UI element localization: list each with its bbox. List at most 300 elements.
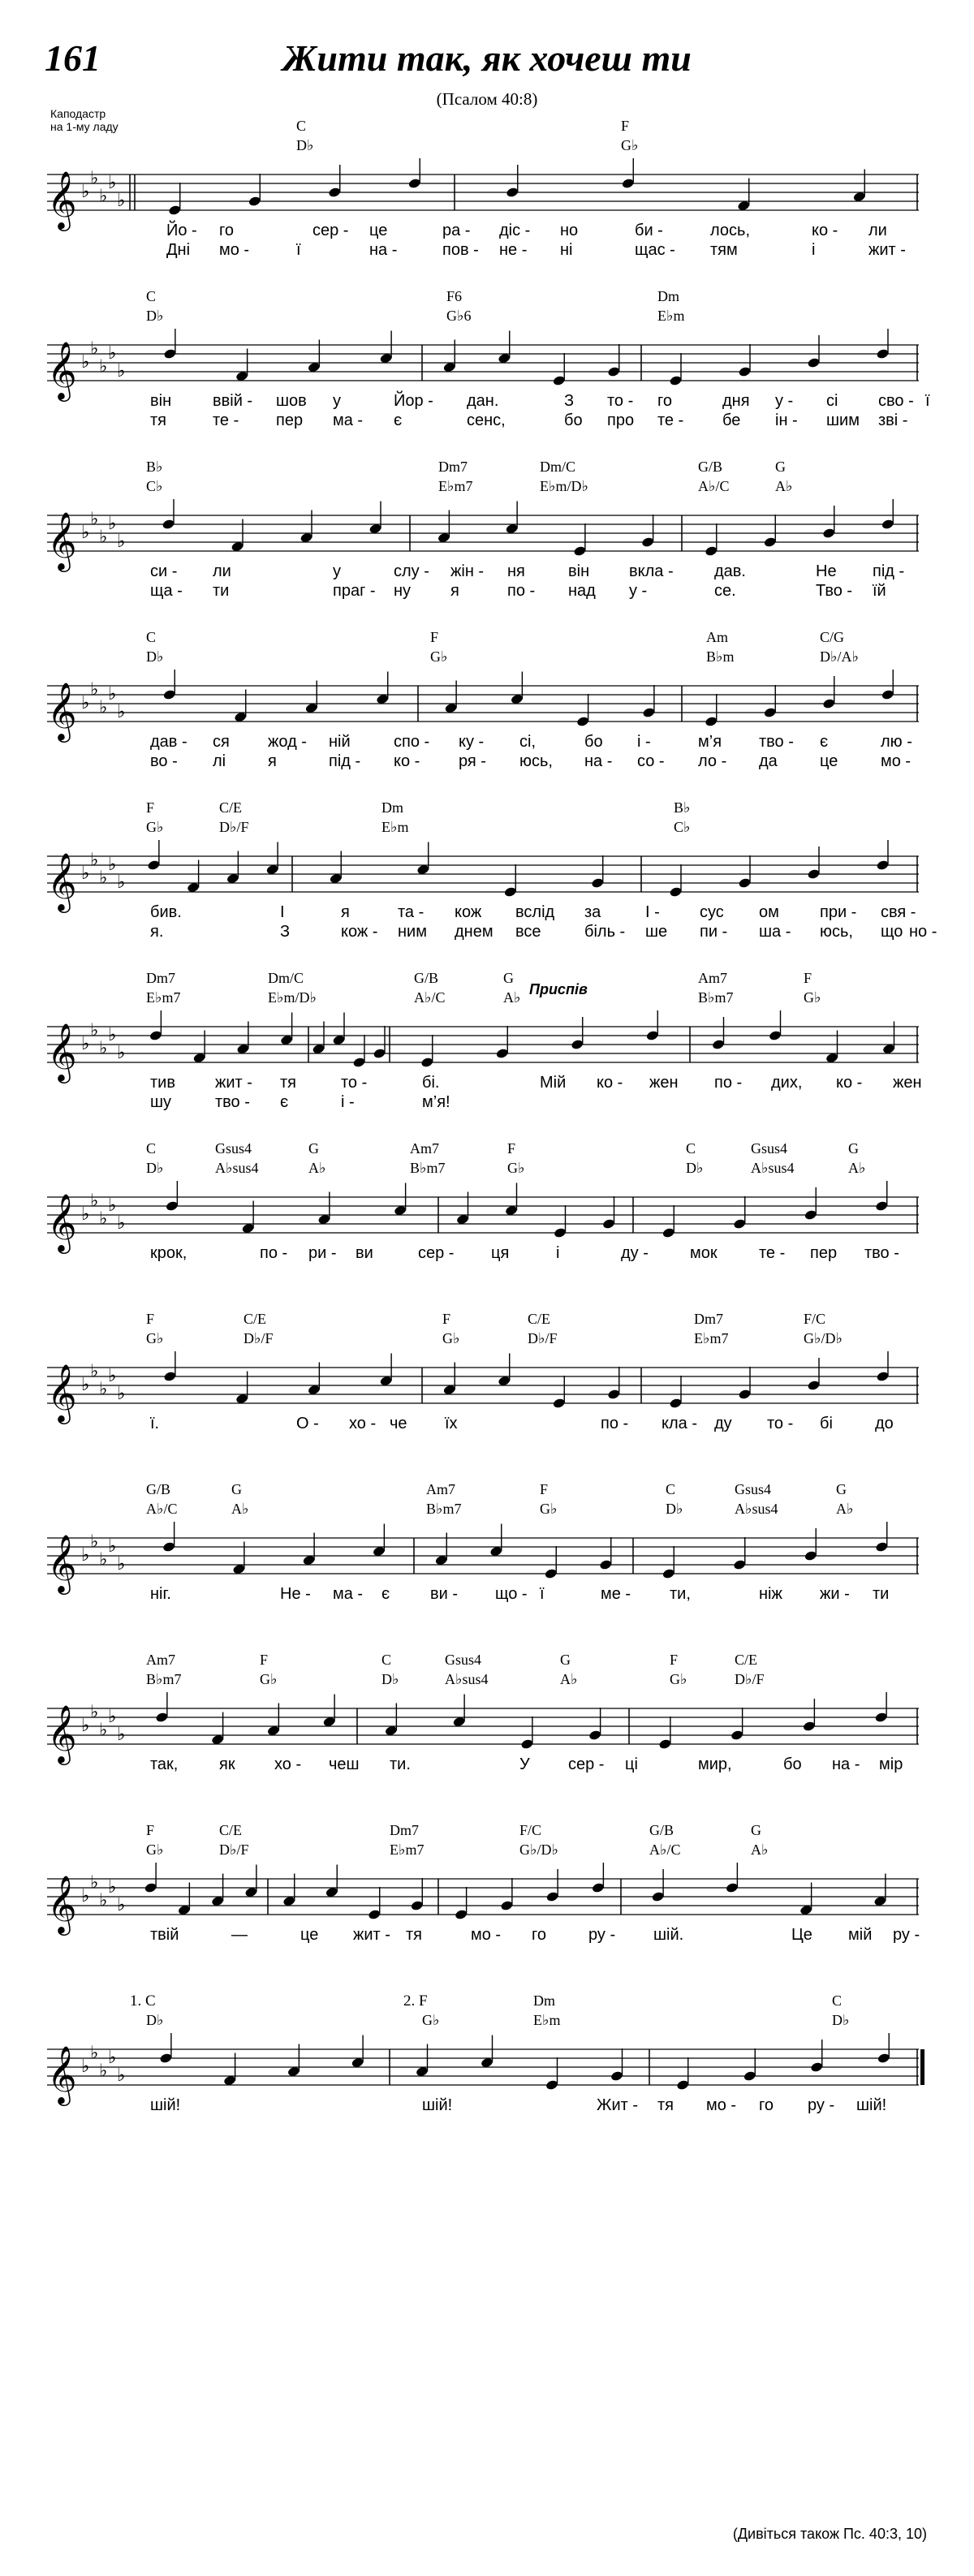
lyric-syllable-verse2: во -	[150, 752, 178, 770]
lyric-syllable: він	[150, 392, 172, 410]
lyric-syllable-verse2: все	[515, 923, 541, 941]
capo-chord-label: G♭	[146, 1842, 164, 1858]
flat-icon: ♭	[108, 514, 117, 534]
lyric-syllable: ви -	[430, 1585, 459, 1603]
chord-label: Am7	[698, 970, 727, 986]
lyric-syllable: ру -	[588, 1926, 616, 1944]
chord-label: F	[670, 1652, 679, 1668]
flat-icon: ♭	[81, 523, 90, 543]
flat-icon: ♭	[117, 1725, 126, 1745]
flat-icon: ♭	[81, 2057, 90, 2077]
treble-clef-icon: 𝄞	[47, 1704, 77, 1763]
lyric-syllable: як	[219, 1755, 235, 1773]
chord-label: C	[146, 1140, 157, 1157]
capo-chord-label: A♭	[231, 1501, 249, 1517]
capo-chord-label: C♭	[674, 819, 691, 835]
chord-label: G/B	[414, 970, 439, 986]
flat-icon: ♭	[117, 1043, 126, 1063]
capo-chord-label: B♭m7	[426, 1501, 462, 1517]
lyric-syllable-verse2: і	[812, 241, 816, 259]
lyric-syllable: І	[280, 903, 285, 921]
capo-chord-label: G♭	[540, 1501, 558, 1517]
lyric-syllable-verse2: се.	[714, 582, 736, 600]
treble-clef-icon: 𝄞	[47, 1192, 77, 1251]
lyric-syllable-verse2: і -	[341, 1093, 355, 1111]
flat-icon: ♭	[90, 2043, 99, 2064]
capo-chord-label: A♭/C	[649, 1842, 681, 1858]
lyric-syllable: го	[657, 392, 672, 410]
chord-label: G/B	[649, 1822, 674, 1838]
lyric-syllable: та -	[398, 903, 425, 921]
lyric-syllable-verse2: над	[568, 582, 596, 600]
lyric-syllable: Жит -	[597, 2096, 639, 2114]
flat-icon: ♭	[117, 1384, 126, 1404]
lyric-syllable-verse2: шим	[826, 411, 860, 429]
flat-icon: ♭	[90, 850, 99, 871]
chord-label: C/E	[528, 1311, 551, 1327]
chord-label: Dm7	[146, 970, 175, 986]
capo-chord-label: G♭	[621, 137, 639, 153]
lyric-syllable-verse2: праг -	[333, 582, 376, 600]
capo-line-2: на 1-му ладу	[50, 120, 119, 133]
lyric-syllable-verse2: ти	[213, 582, 230, 600]
lyric-syllable: Це	[791, 1926, 812, 1944]
lyric-syllable: бі.	[422, 1074, 440, 1092]
lyric-syllable-verse2: но -	[909, 923, 937, 941]
lyric-syllable: і -	[637, 733, 651, 751]
capo-chord-label: E♭m7	[390, 1842, 425, 1858]
flat-icon: ♭	[99, 356, 108, 377]
capo-chord-label: E♭m7	[146, 989, 181, 1006]
lyric-syllable: свя -	[881, 903, 916, 921]
chord-label: C	[666, 1481, 676, 1497]
flat-icon: ♭	[108, 684, 117, 704]
flat-icon: ♭	[90, 338, 99, 360]
flat-icon: ♭	[99, 1038, 108, 1059]
flat-icon: ♭	[90, 1531, 99, 1553]
lyric-syllable-verse2: юсь,	[820, 923, 853, 941]
flat-icon: ♭	[81, 1886, 90, 1906]
lyric-syllable: тя	[280, 1074, 296, 1092]
song-subtitle: (Псалом 40:8)	[436, 89, 538, 109]
staff	[0, 1010, 974, 1116]
lyric-syllable-verse2: те -	[657, 411, 684, 429]
lyric-syllable-verse2: ше	[645, 923, 668, 941]
lyric-syllable-verse2: їй	[873, 582, 886, 600]
staff	[0, 1522, 974, 1627]
lyric-syllable-verse2: ним	[398, 923, 427, 941]
chord-label: G	[231, 1481, 242, 1497]
capo-chord-label: E♭m7	[694, 1330, 729, 1346]
chord-label: Am7	[146, 1652, 175, 1668]
chord-label: Dm7	[390, 1822, 419, 1838]
capo-chord-label: D♭	[832, 2012, 850, 2028]
lyric-syllable-verse2: ря -	[459, 752, 486, 770]
flat-icon: ♭	[90, 1872, 99, 1893]
lyric-syllable: ніг.	[150, 1585, 171, 1603]
lyric-syllable-verse2: ло -	[698, 752, 727, 770]
chord-label: B♭	[146, 459, 163, 475]
capo-chord-label: D♭	[381, 1671, 399, 1687]
capo-chord-label: D♭	[296, 137, 314, 153]
lyric-syllable: це	[369, 222, 388, 239]
music-system	[0, 118, 974, 284]
music-system	[0, 459, 974, 625]
lyric-syllable: тя	[657, 2096, 674, 2114]
capo-chord-label: G♭	[507, 1160, 525, 1176]
flat-icon: ♭	[90, 1361, 99, 1382]
music-system	[0, 629, 974, 795]
lyric-syllable-verse2: пер	[276, 411, 304, 429]
capo-chord-label: A♭sus4	[735, 1501, 778, 1517]
capo-line-1: Каподастр	[50, 107, 106, 120]
lyric-syllable: ній	[329, 733, 351, 751]
chord-label: F	[146, 1822, 155, 1838]
flat-icon: ♭	[99, 868, 108, 889]
flat-icon: ♭	[81, 352, 90, 373]
capo-chord-label: A♭	[848, 1160, 866, 1176]
flat-icon: ♭	[81, 182, 90, 202]
capo-chord-label: D♭	[666, 1501, 683, 1517]
lyric-syllable: і	[556, 1244, 560, 1262]
lyric-syllable-verse2: ну	[394, 582, 412, 600]
chord-label: B♭	[674, 799, 691, 816]
chord-label: Dm7	[694, 1311, 723, 1327]
capo-chord-label: A♭/C	[414, 989, 446, 1006]
capo-chord-label: B♭m	[706, 648, 735, 665]
flat-icon: ♭	[108, 173, 117, 193]
lyric-syllable-verse2: ма -	[333, 411, 364, 429]
lyric-syllable: вкла -	[629, 562, 674, 580]
lyric-syllable: сус	[700, 903, 724, 921]
flat-icon: ♭	[117, 2066, 126, 2086]
flat-icon: ♭	[117, 532, 126, 552]
lyric-syllable: ра -	[442, 222, 471, 239]
lyric-syllable: ом	[759, 903, 779, 921]
lyric-syllable: мок	[690, 1244, 718, 1262]
lyric-syllable-verse2: тво -	[215, 1093, 250, 1111]
capo-chord-label: D♭/F	[219, 1842, 249, 1858]
staff	[0, 158, 974, 264]
lyric-syllable: спо -	[394, 733, 430, 751]
flat-icon: ♭	[99, 186, 108, 207]
lyric-syllable-verse2: те -	[213, 411, 239, 429]
flat-icon: ♭	[90, 509, 99, 530]
music-system	[0, 1311, 974, 1477]
flat-icon: ♭	[117, 702, 126, 722]
chord-label: C	[146, 629, 157, 645]
lyric-syllable: мо -	[706, 2096, 737, 2114]
treble-clef-icon: 𝄞	[47, 2044, 77, 2104]
chord-label: F	[621, 118, 630, 134]
lyric-syllable: слу -	[394, 562, 429, 580]
flat-icon: ♭	[90, 1702, 99, 1723]
lyric-syllable-verse2: що	[881, 923, 903, 941]
lyric-syllable: є	[381, 1585, 390, 1603]
lyric-syllable: тво -	[864, 1244, 899, 1262]
capo-chord-label: A♭	[503, 989, 521, 1006]
lyric-syllable: Йо -	[166, 222, 197, 239]
chord-label: C	[296, 118, 307, 134]
lyric-syllable: —	[231, 1926, 248, 1944]
lyric-syllable: сі	[826, 392, 838, 410]
lyric-syllable: си -	[150, 562, 178, 580]
chord-label: F6	[446, 288, 463, 304]
capo-chord-label: D♭	[686, 1160, 704, 1176]
lyric-syllable: це	[300, 1926, 319, 1944]
lyric-syllable-verse2: зві -	[878, 411, 908, 429]
capo-chord-label: B♭m7	[410, 1160, 446, 1176]
capo-chord-label: D♭	[146, 648, 164, 665]
lyric-syllable: ти,	[670, 1585, 691, 1603]
music-system	[0, 1822, 974, 1988]
capo-chord-label: G♭	[422, 2012, 440, 2028]
chord-label: F	[540, 1481, 549, 1497]
lyric-syllable: шій!	[856, 2096, 887, 2114]
lyric-syllable-verse2: Тво -	[816, 582, 853, 600]
lyric-syllable: че	[390, 1415, 407, 1432]
lyric-syllable: до	[875, 1415, 894, 1432]
lyric-syllable: бив.	[150, 903, 182, 921]
lyric-syllable-verse2: тям	[710, 241, 738, 259]
chord-label: Dm/C	[268, 970, 304, 986]
lyric-syllable: ду	[714, 1415, 732, 1432]
chord-label: C	[146, 288, 157, 304]
treble-clef-icon: 𝄞	[47, 1533, 77, 1592]
lyric-syllable: мо -	[471, 1926, 502, 1944]
flat-icon: ♭	[108, 1366, 117, 1386]
lyric-syllable: би -	[635, 222, 663, 239]
lyric-syllable: дня	[722, 392, 750, 410]
lyric-syllable: кож	[455, 903, 482, 921]
capo-chord-label: D♭	[146, 2012, 164, 2028]
chord-label: F	[507, 1140, 516, 1157]
lyric-syllable-verse2: днем	[455, 923, 493, 941]
chord-label: G	[836, 1481, 847, 1497]
lyric-syllable: лю -	[881, 733, 912, 751]
lyric-syllable: шов	[276, 392, 307, 410]
lyric-syllable-verse2: жит -	[868, 241, 906, 259]
lyric-syllable: по -	[714, 1074, 743, 1092]
lyric-syllable: діс -	[499, 222, 531, 239]
flat-icon: ♭	[99, 1379, 108, 1400]
lyric-syllable-verse2: тя	[150, 411, 166, 429]
lyric-syllable: дав.	[714, 562, 746, 580]
capo-chord-label: G♭	[430, 648, 448, 665]
lyric-syllable: ти.	[390, 1755, 411, 1773]
chord-label: F	[146, 1311, 155, 1327]
flat-icon: ♭	[108, 855, 117, 875]
chord-label: F/C	[519, 1822, 542, 1838]
flat-icon: ♭	[108, 1707, 117, 1727]
capo-chord-label: A♭sus4	[751, 1160, 795, 1176]
staff	[0, 1181, 974, 1286]
music-system	[0, 799, 974, 966]
chord-label: F	[442, 1311, 451, 1327]
lyric-syllable: го	[759, 2096, 774, 2114]
lyric-syllable-verse2: це	[820, 752, 838, 770]
lyric-syllable: то -	[341, 1074, 368, 1092]
lyric-syllable: дан.	[467, 392, 499, 410]
lyric-syllable: ніж	[759, 1585, 782, 1603]
flat-icon: ♭	[81, 1204, 90, 1225]
chord-label: C	[686, 1140, 696, 1157]
treble-clef-icon: 𝄞	[47, 1022, 77, 1081]
capo-chord-label: D♭/A♭	[820, 648, 859, 665]
chord-label: Gsus4	[735, 1481, 772, 1497]
chord-label: G	[308, 1140, 319, 1157]
chord-label: F/C	[804, 1311, 826, 1327]
lyric-syllable-verse2: я	[268, 752, 277, 770]
lyric-syllable: тво -	[759, 733, 794, 751]
capo-chord-label: G♭6	[446, 308, 472, 324]
flat-icon: ♭	[99, 1208, 108, 1230]
flat-icon: ♭	[99, 1890, 108, 1911]
footer-reference: (Дивіться також Пс. 40:3, 10)	[732, 2526, 927, 2542]
chord-label: C/E	[219, 1822, 243, 1838]
lyric-syllable: ця	[491, 1244, 510, 1262]
flat-icon: ♭	[99, 1720, 108, 1741]
lyric-syllable-verse2: бо	[564, 411, 583, 429]
lyric-syllable-verse2: під -	[329, 752, 361, 770]
flat-icon: ♭	[90, 679, 99, 700]
capo-chord-label: E♭m	[533, 2012, 561, 2028]
lyric-syllable-verse2: є	[394, 411, 403, 429]
capo-chord-label: E♭m	[657, 308, 685, 324]
lyric-syllable: твій	[150, 1926, 179, 1944]
lyric-syllable-verse2: пи -	[700, 923, 728, 941]
lyric-syllable: чеш	[329, 1755, 360, 1773]
lyric-syllable: Йор -	[394, 392, 433, 410]
lyric-syllable: хо -	[274, 1755, 302, 1773]
capo-chord-label: E♭m7	[438, 478, 473, 494]
chord-label: G	[751, 1822, 761, 1838]
chord-label: F	[430, 629, 439, 645]
capo-chord-label: E♭m	[381, 819, 409, 835]
lyric-syllable: так,	[150, 1755, 179, 1773]
chord-label: G/B	[146, 1481, 171, 1497]
lyric-syllable: жод -	[268, 733, 307, 751]
treble-clef-icon: 𝄞	[47, 510, 77, 570]
lyric-syllable: жит -	[215, 1074, 252, 1092]
lyric-syllable: за	[584, 903, 601, 921]
chord-label: C/G	[820, 629, 845, 645]
staff	[0, 1692, 974, 1798]
lyric-syllable: Мій	[540, 1074, 567, 1092]
flat-icon: ♭	[108, 1025, 117, 1045]
music-system	[0, 1652, 974, 1818]
lyric-syllable: У	[519, 1755, 530, 1773]
lyric-syllable-verse2: не -	[499, 241, 528, 259]
lyric-syllable: те -	[759, 1244, 786, 1262]
flat-icon: ♭	[99, 527, 108, 548]
lyric-syllable-verse2: ї	[296, 241, 301, 259]
lyric-syllable: ви	[356, 1244, 373, 1262]
flat-icon: ♭	[108, 1195, 117, 1216]
chord-label: G	[848, 1140, 859, 1157]
lyric-syllable: ли	[213, 562, 231, 580]
lyric-syllable: ме -	[601, 1585, 631, 1603]
lyric-syllable: ти	[873, 1585, 890, 1603]
capo-chord-label: G♭	[442, 1330, 460, 1346]
flat-icon: ♭	[81, 1545, 90, 1566]
capo-chord-label: G♭/D♭	[519, 1842, 558, 1858]
flat-icon: ♭	[117, 191, 126, 211]
lyric-syllable-verse2: на -	[584, 752, 613, 770]
lyric-syllable: жен	[649, 1074, 679, 1092]
lyric-syllable: мір	[879, 1755, 903, 1773]
capo-chord-label: G♭	[804, 989, 821, 1006]
chord-label: C	[381, 1652, 392, 1668]
lyric-syllable: сер -	[418, 1244, 455, 1262]
lyric-syllable: у	[333, 392, 341, 410]
lyric-syllable: жін -	[450, 562, 485, 580]
capo-chord-label: G♭	[146, 819, 164, 835]
chord-label: C/E	[735, 1652, 758, 1668]
music-system	[0, 1481, 974, 1648]
capo-chord-label: D♭/F	[219, 819, 249, 835]
flat-icon: ♭	[90, 1191, 99, 1212]
flat-icon: ♭	[108, 1536, 117, 1557]
flat-icon: ♭	[90, 168, 99, 189]
capo-chord-label: D♭/F	[528, 1330, 558, 1346]
lyric-syllable: то -	[607, 392, 634, 410]
capo-chord-label: G♭	[670, 1671, 687, 1687]
treble-clef-icon: 𝄞	[47, 1363, 77, 1422]
capo-chord-label: G♭/D♭	[804, 1330, 843, 1346]
lyric-syllable-verse2: у -	[629, 582, 648, 600]
lyric-syllable: то -	[767, 1415, 794, 1432]
lyric-syllable: дих,	[771, 1074, 803, 1092]
chord-label: C	[832, 1992, 843, 2009]
lyric-syllable: ру -	[808, 2096, 835, 2114]
lyric-syllable-verse2: ша -	[759, 923, 791, 941]
flat-icon: ♭	[108, 1877, 117, 1898]
lyric-syllable: сер -	[312, 222, 349, 239]
treble-clef-icon: 𝄞	[47, 681, 77, 740]
chord-label: G/B	[698, 459, 723, 475]
lyric-syllable: сво -	[878, 392, 914, 410]
lyric-syllable-verse2: сенс,	[467, 411, 506, 429]
chord-label: Dm7	[438, 459, 468, 475]
lyric-syllable-verse2: щас -	[635, 241, 675, 259]
flat-icon: ♭	[90, 1020, 99, 1041]
lyric-syllable-verse2: я	[450, 582, 459, 600]
chord-label: Dm/C	[540, 459, 576, 475]
chord-label: F	[804, 970, 812, 986]
lyric-syllable: є	[820, 733, 829, 751]
song-number: 161	[45, 37, 101, 79]
lyric-syllable: по -	[260, 1244, 288, 1262]
lyric-syllable: тив	[150, 1074, 175, 1092]
lyric-syllable: ма -	[333, 1585, 364, 1603]
lyric-syllable-verse2: бе	[722, 411, 741, 429]
lyric-syllable: шій!	[422, 2096, 453, 2114]
lyric-syllable-verse2: кож -	[341, 923, 378, 941]
flat-icon: ♭	[108, 2048, 117, 2068]
lyric-syllable: у	[333, 562, 341, 580]
lyric-syllable: ри -	[308, 1244, 337, 1262]
chord-label: Am7	[410, 1140, 439, 1157]
treble-clef-icon: 𝄞	[47, 170, 77, 229]
chord-label: 1. C	[130, 1992, 156, 2010]
music-system	[0, 1992, 974, 2159]
flat-icon: ♭	[99, 697, 108, 718]
capo-chord-label: D♭/F	[735, 1671, 765, 1687]
flat-icon: ♭	[99, 2061, 108, 2082]
treble-clef-icon: 𝄞	[47, 1874, 77, 1933]
capo-chord-label: D♭	[146, 308, 164, 324]
